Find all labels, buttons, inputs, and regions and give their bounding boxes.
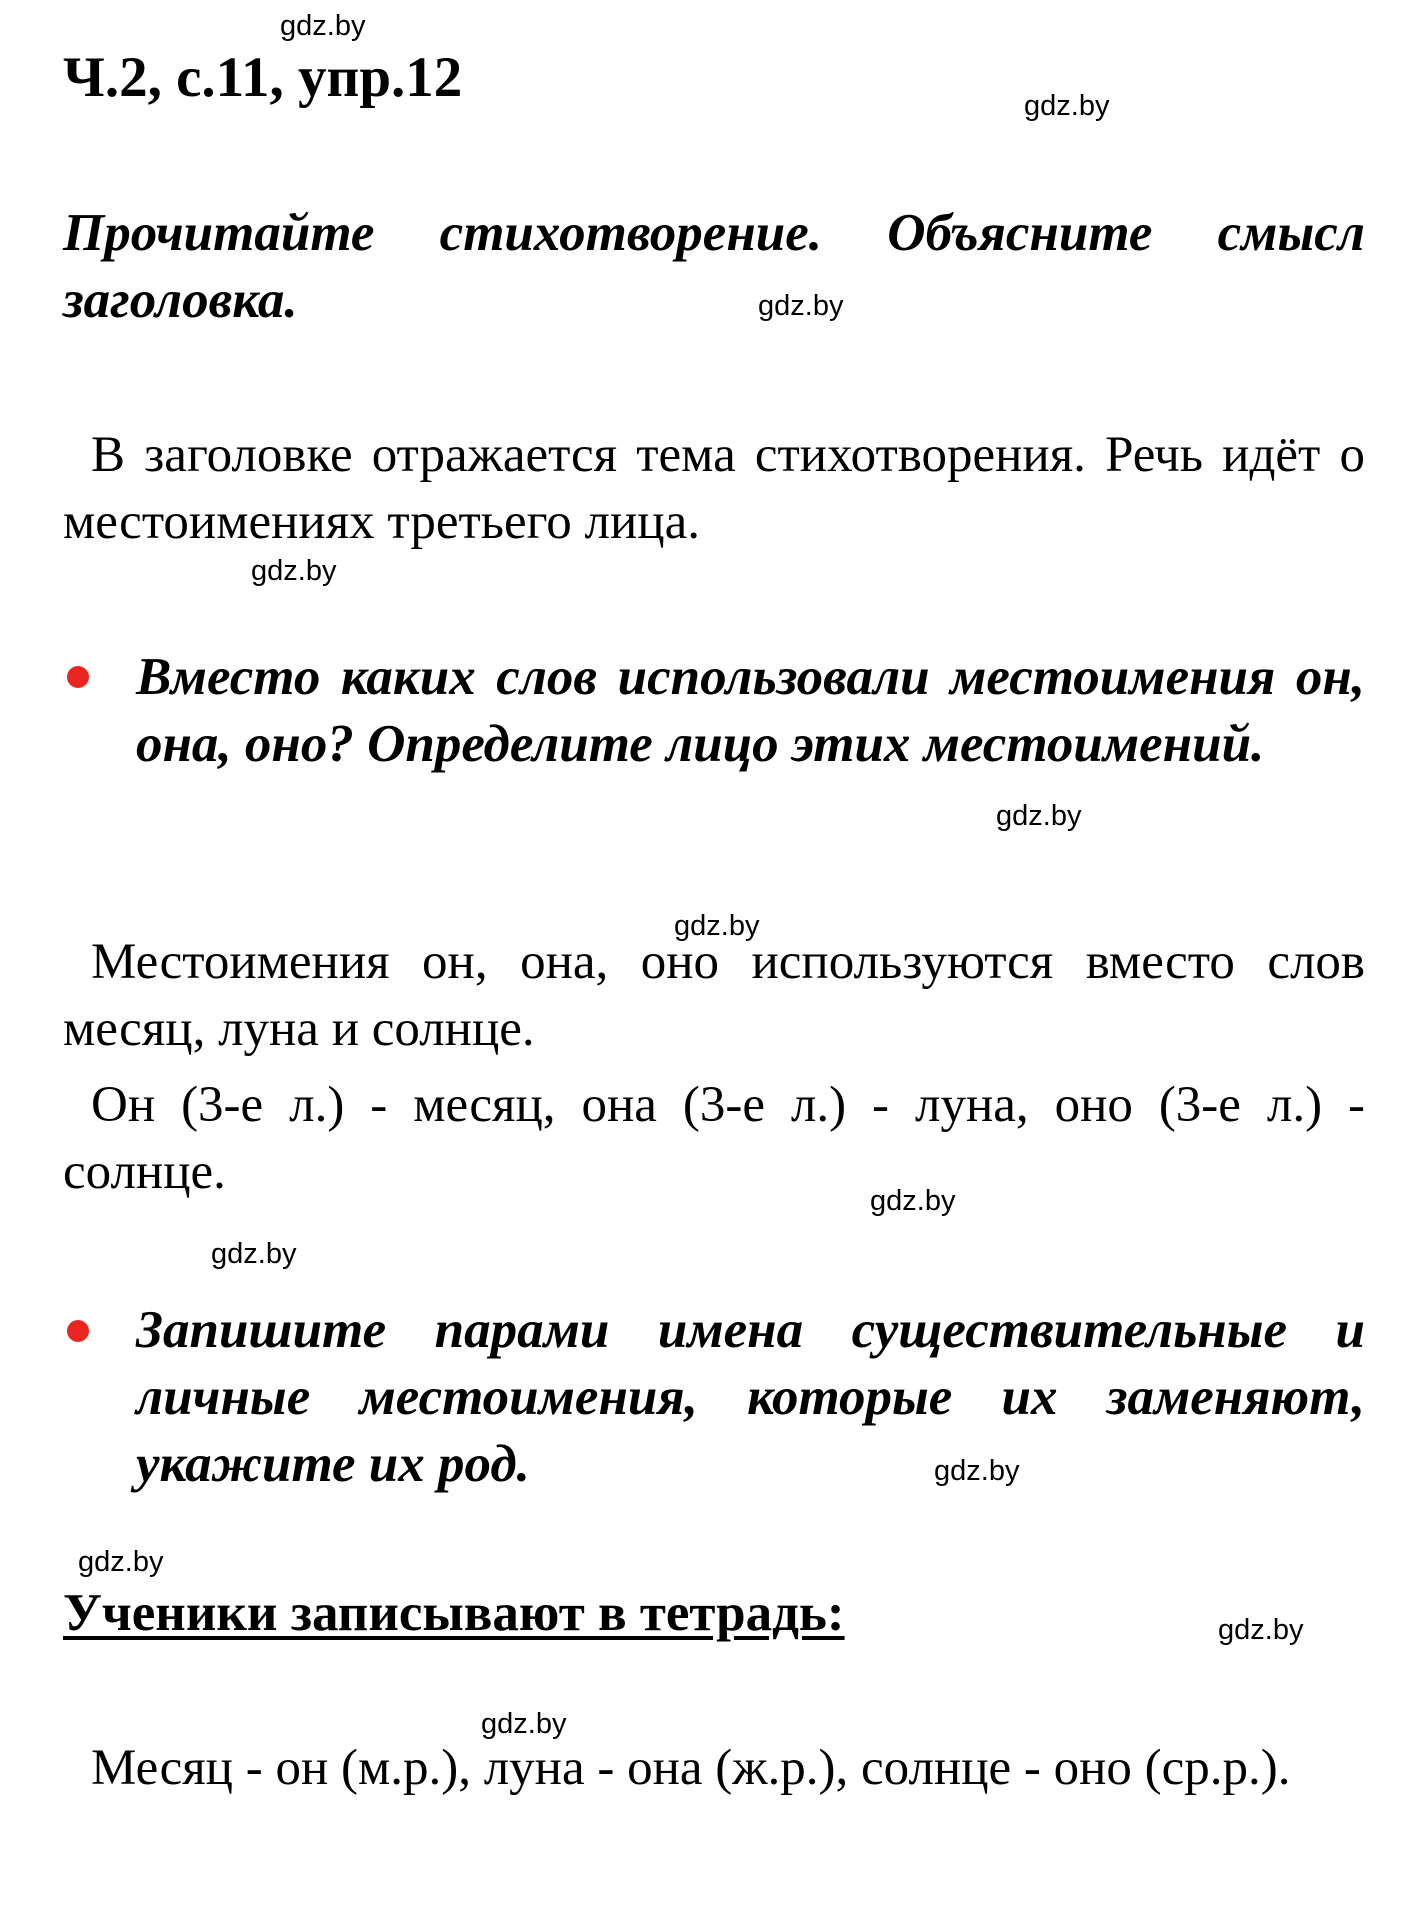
answer-1-text: В заголовке отражается тема стихотворения. Речь идёт о местоимениях третьего лица. <box>63 427 1365 550</box>
watermark: gdz.by <box>211 1238 297 1270</box>
watermark: gdz.by <box>934 1455 1020 1487</box>
watermark: gdz.by <box>996 800 1082 832</box>
watermark: gdz.by <box>1024 90 1110 122</box>
bullet-icon <box>67 666 89 688</box>
watermark: gdz.by <box>251 555 337 587</box>
exercise-heading: Ч.2, с.11, упр.12 <box>63 46 463 109</box>
watermark: gdz.by <box>481 1708 567 1740</box>
notebook-label: Ученики записывают в тетрадь: <box>63 1584 845 1642</box>
task-3-text: Запишите парами имена существительные и личные местоимения, которые их заменяют, укажите их род. <box>136 1301 1365 1493</box>
answer-3-text: Месяц - он (м.р.), луна - она (ж.р.), солнце - оно (ср.р.). <box>91 1740 1291 1796</box>
answer-2b-text: Он (3-е л.) - месяц, она (3-е л.) - луна, оно (3-е л.) - солнце. <box>63 1077 1365 1200</box>
watermark: gdz.by <box>870 1185 956 1217</box>
watermark: gdz.by <box>674 910 760 942</box>
answer-2a-text: Местоимения он, она, оно используются вместо слов месяц, луна и солнце. <box>63 934 1365 1057</box>
task-2-text: Вместо каких слов использовали местоимения он, она, оно? Определите лицо этих местоимений. <box>136 648 1365 773</box>
watermark: gdz.by <box>78 1546 164 1578</box>
watermark: gdz.by <box>1218 1614 1304 1646</box>
bullet-icon <box>67 1320 89 1342</box>
watermark: gdz.by <box>280 10 366 42</box>
watermark: gdz.by <box>758 290 844 322</box>
task-1-text: Прочитайте стихотворение. Объясните смысл заголовка. <box>63 204 1365 329</box>
